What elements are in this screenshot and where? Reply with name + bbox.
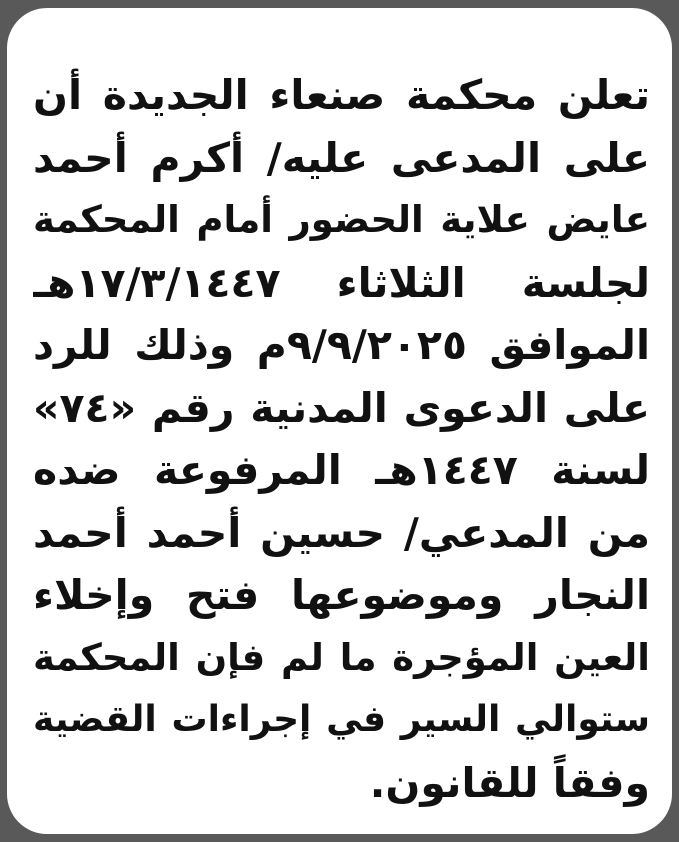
announcement-line: لجلسة الثلاثاء ١٧/٣/١٤٤٧هـ bbox=[33, 258, 650, 307]
announcement-line: عايض علاية الحضور أمام المحكمة bbox=[33, 198, 650, 241]
announcement-line: لسنة ١٤٤٧هـ المرفوعة ضده bbox=[33, 446, 650, 494]
announcement-line: من المدعي/ حسين أحمد أحمد bbox=[33, 508, 650, 557]
announcement-line: العين المؤجرة ما لم فإن المحكمة bbox=[33, 635, 650, 679]
notice-card bbox=[7, 8, 672, 834]
announcement-line: على المدعى عليه/ أكرم أحمد bbox=[33, 133, 650, 182]
announcement-line: الموافق ٩/٩/٢٠٢٥م وذلك للرد bbox=[33, 321, 650, 369]
announcement-line: على الدعوى المدنية رقم «٧٤» bbox=[33, 383, 650, 432]
announcement-text bbox=[33, 64, 650, 814]
announcement-line: وفقاً للقانون. bbox=[369, 758, 650, 807]
announcement-line: تعلن محكمة صنعاء الجديدة أن bbox=[33, 71, 650, 119]
announcement-line: النجار وموضوعها فتح وإخلاء bbox=[33, 571, 650, 619]
announcement-line: ستوالي السير في إجراءات القضية bbox=[33, 699, 650, 740]
